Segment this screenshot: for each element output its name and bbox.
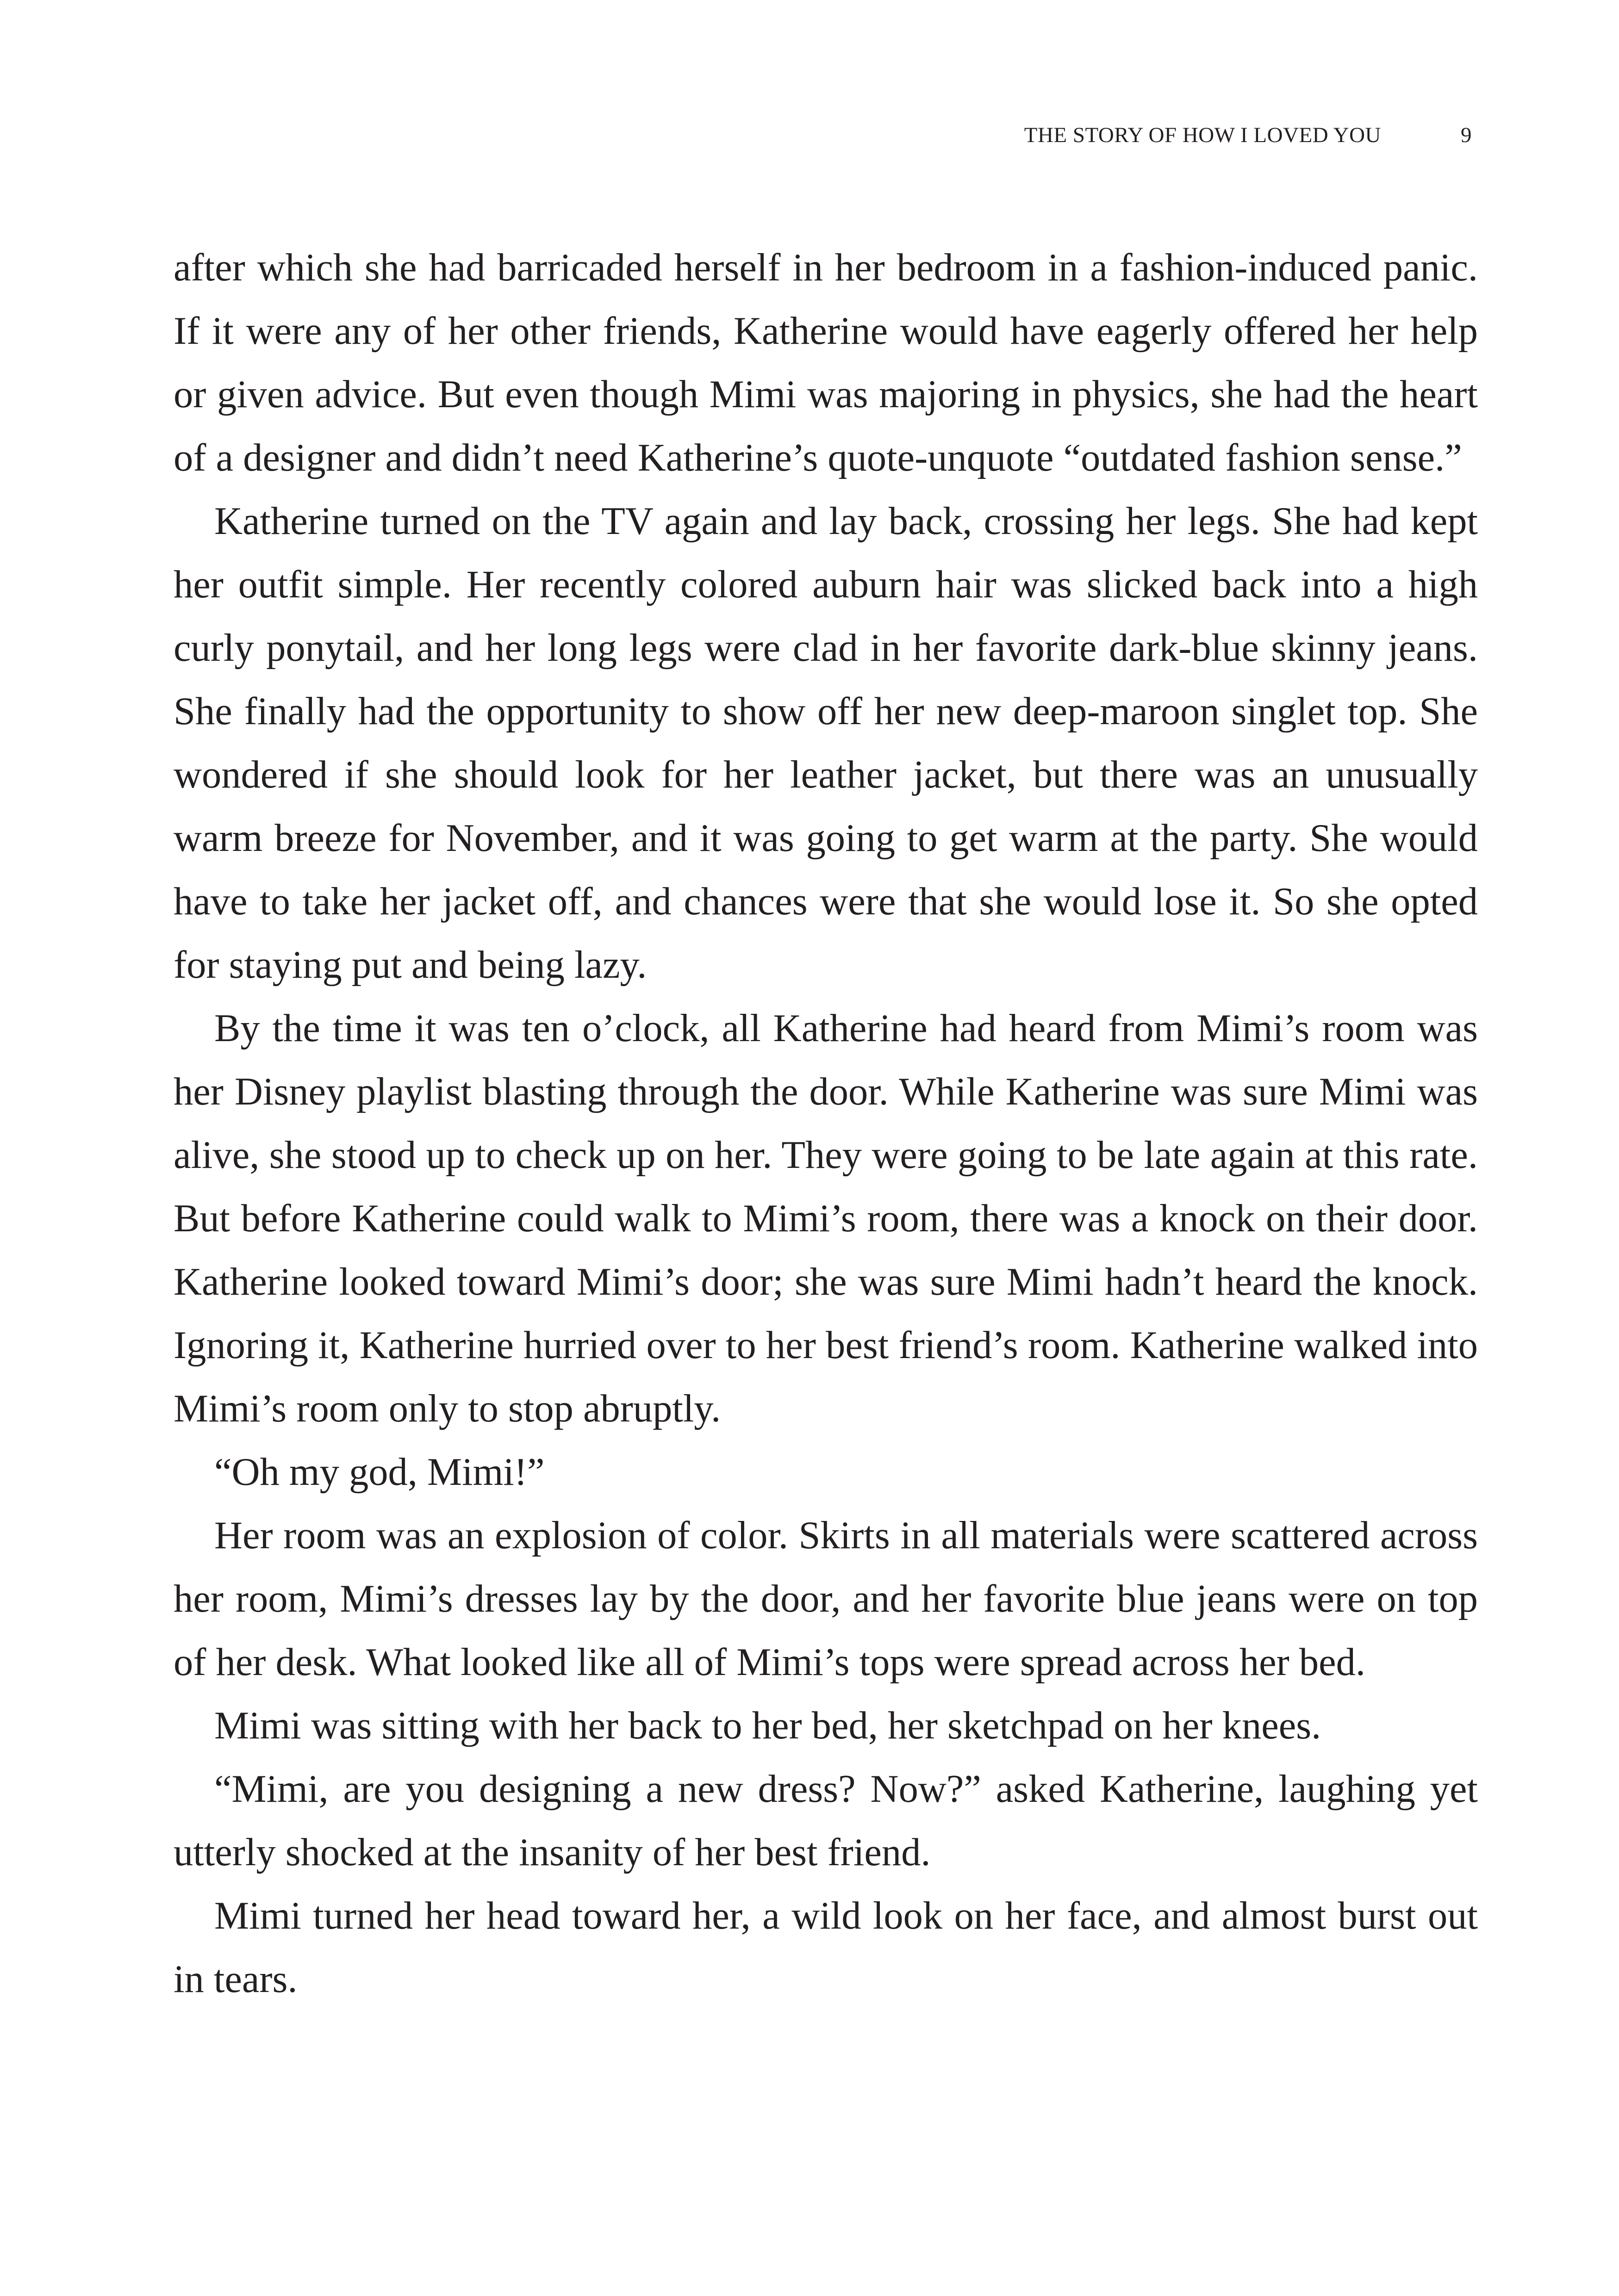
running-header (0, 121, 1472, 149)
paragraph: Mimi was sitting with her back to her bed, her sketchpad on her knees. (214, 1704, 1321, 1747)
paragraph: Her room was an explosion of color. Skirts in all materials were scattered across her room, Mimi’s dresses lay by the door, and her favorite blue jeans were on top of her desk. What looked like all of Mimi’s tops were spread across her bed. (174, 1514, 1478, 1684)
paragraph: “Mimi, are you designing a new dress? Now?” asked Katherine, laughing yet utterly shocked at the insanity of her best friend. (174, 1768, 1478, 1874)
paragraph: “Oh my god, Mimi!” (214, 1451, 545, 1494)
paragraph: Mimi turned her head toward her, a wild look on her face, and almost burst out in tears. (174, 1894, 1478, 2001)
page-number: 9 (1461, 123, 1472, 147)
paragraph: By the time it was ten o’clock, all Katherine had heard from Mimi’s room was her Disney playlist blasting through the door. While Katherine was sure Mimi was alive, she stood up to check up on her. They were going to be late again at this rate. But before Katherine could walk to Mimi’s room, there was a knock on their door. Katherine looked toward Mimi’s door; she was sure Mimi hadn’t heard the knock. Ignoring it, Katherine hurried over to her best friend’s room. Katherine walked into Mimi’s room only to stop abruptly. (174, 1007, 1478, 1430)
running-title: THE STORY OF HOW I LOVED YOU (1024, 123, 1381, 147)
paragraph: after which she had barricaded herself in her bedroom in a fashion-induced panic. If it were any of her other friends, Katherine would have eagerly offered her help or given advice. But even though Mimi was majoring in physics, she had the heart of a designer and didn’t need Katherine’s quote-unquote “outdated fashion sense.” (174, 246, 1478, 479)
body-text (174, 236, 1478, 2011)
paragraph: Katherine turned on the TV again and lay back, crossing her legs. She had kept her outfit simple. Her recently colored auburn hair was slicked back into a high curly ponytail, and her long legs were clad in her favorite dark-blue skinny jeans. She finally had the opportunity to show off her new deep-maroon singlet top. She wondered if she should look for her leather jacket, but there was an unusually warm breeze for November, and it was going to get warm at the party. She would have to take her jacket off, and chances were that she would lose it. So she opted for staying put and being lazy. (174, 500, 1478, 987)
